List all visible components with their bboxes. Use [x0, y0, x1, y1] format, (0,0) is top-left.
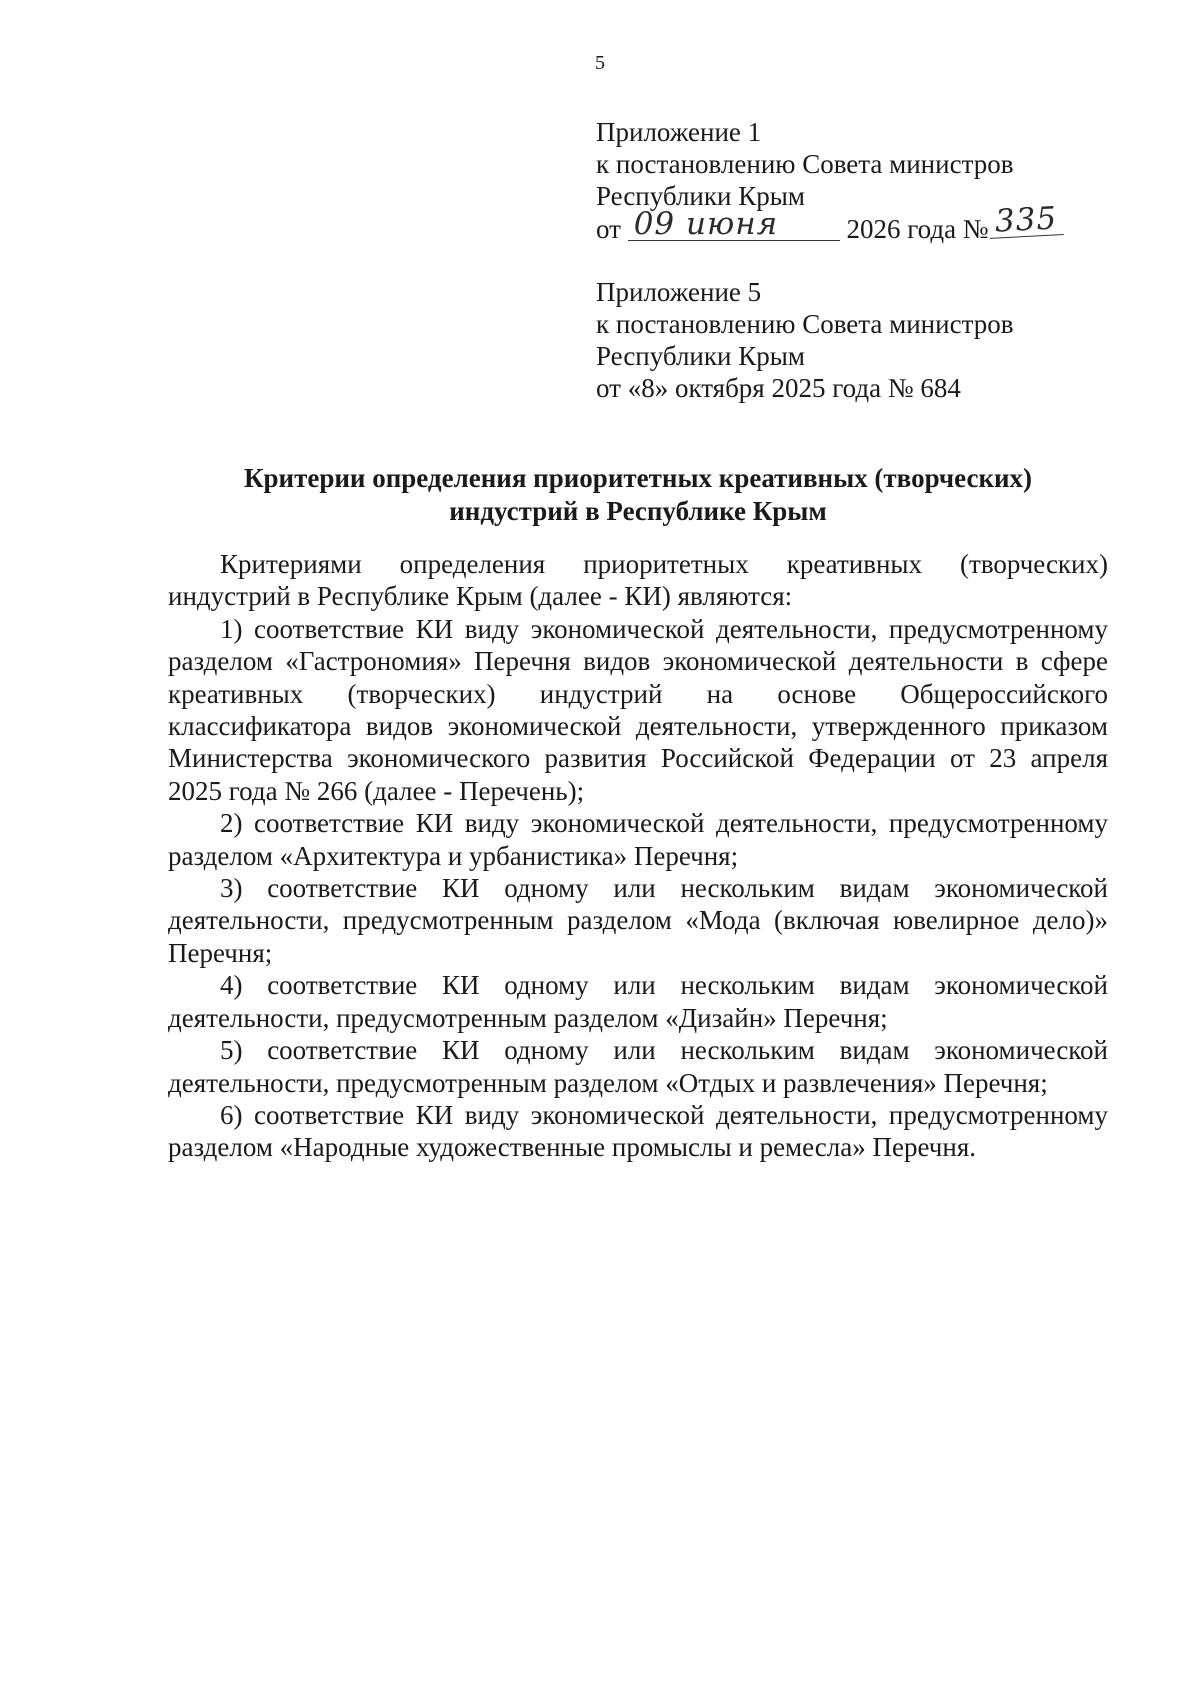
annex-5-date-line: от «8» октября 2025 года № 684 — [596, 373, 961, 403]
annex-1-republic-line: Республики Крым — [596, 181, 805, 211]
annex-5-resolution-line: к постановлению Совета министров — [596, 309, 1014, 339]
page-number: 5 — [595, 52, 605, 74]
annex-1-resolution-line: к постановлению Совета министров — [596, 149, 1014, 179]
document-title-line-1: Критерии определения приоритетных креативных (творческих) — [243, 463, 1033, 493]
annex-1-year-text: 2026 года № — [846, 214, 989, 244]
criterion-3: 3) соответствие КИ одному или нескольким видам экономической деятельности, предусмотренным разделом «Мода (включая ювелирное дело)» Перечня; — [168, 873, 1108, 968]
annex-5-republic-line: Республики Крым — [596, 341, 805, 371]
annex-1-handwritten-date: 09 июня — [628, 208, 840, 241]
document-body — [168, 548, 1108, 1164]
criterion-4: 4) соответствие КИ одному или нескольким видам экономической деятельности, предусмотренным разделом «Дизайн» Перечня; — [168, 970, 1108, 1033]
annex-1-date-prefix: от — [596, 214, 621, 244]
annex-1-date-line — [596, 200, 1096, 245]
criterion-6: 6) соответствие КИ виду экономической деятельности, предусмотренному разделом «Народные художественные промыслы и ремесла» Перечня. — [168, 1099, 1108, 1163]
annex-1-handwritten-number: 335 — [988, 202, 1064, 239]
annex-5-title: Приложение 5 — [596, 277, 762, 307]
criterion-2: 2) соответствие КИ виду экономической деятельности, предусмотренному разделом «Архитектура и урбанистика» Перечня; — [168, 808, 1108, 871]
document-title — [168, 462, 1108, 528]
annex-5-header — [596, 276, 1096, 404]
annex-1-title: Приложение 1 — [596, 117, 762, 147]
annex-1-header — [596, 116, 1096, 245]
criterion-5: 5) соответствие КИ одному или нескольким видам экономической деятельности, предусмотренным разделом «Отдых и развлечения» Перечня; — [168, 1035, 1108, 1098]
intro-paragraph: Критериями определения приоритетных креативных (творческих) индустрий в Республике Крым (далее - КИ) являются: — [168, 549, 1108, 612]
document-title-line-2: индустрий в Республике Крым — [449, 496, 827, 526]
criterion-1: 1) соответствие КИ виду экономической деятельности, предусмотренному разделом «Гастрономия» Перечня видов экономической деятельности в сфере креативных (творческих) индустрий на основе Общероссийского классификатора видов экономической деятельности, утвержденного приказом Министерства экономического развития Российской Федерации от 23 апреля 2025 года № 266 (далее - Перечень); — [168, 613, 1108, 806]
